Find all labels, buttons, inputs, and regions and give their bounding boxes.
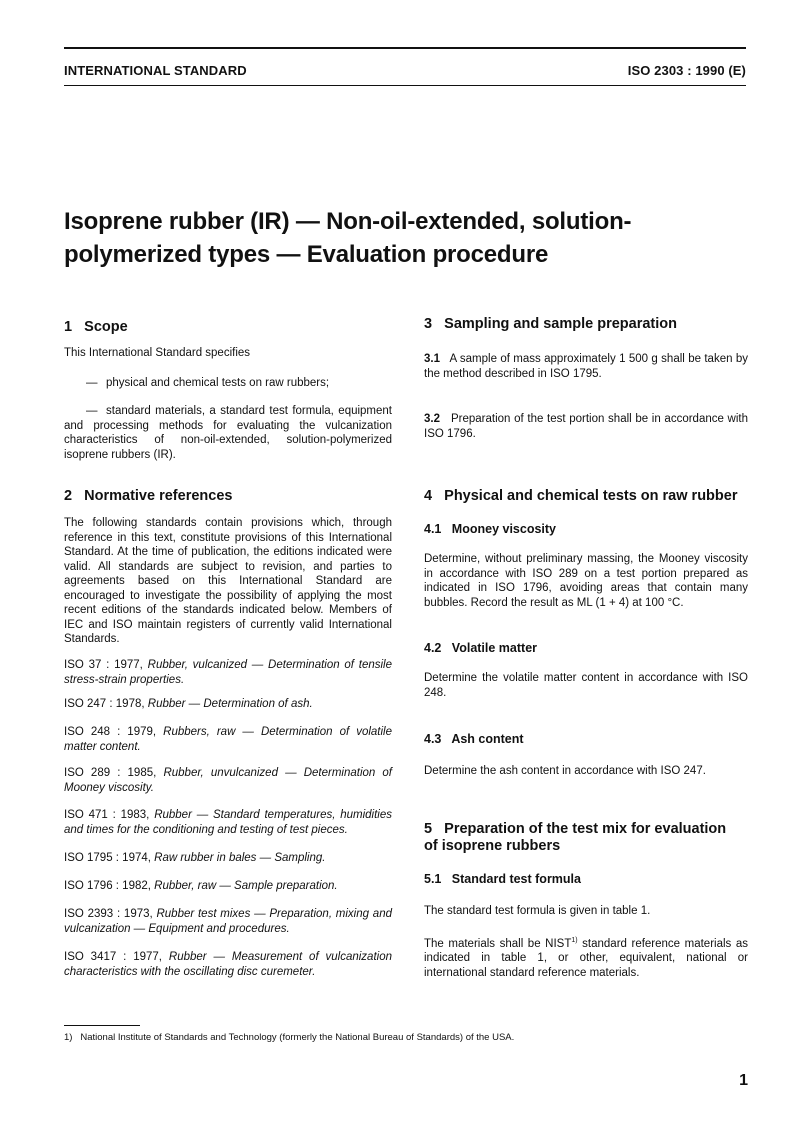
section-4-1-text: Determine, without preliminary massing, the Mooney viscosity in accordance with ISO 289 on a test portion prepared as indicated in ISO 1796, avoiding areas that contain many bubbles. Record the result as ML (1 + 4) at 100 °C.	[424, 553, 748, 609]
section-5-heading-line-1: 5 Preparation of the test mix for evaluation	[424, 821, 727, 837]
list-dash: —	[86, 377, 98, 389]
page-number: 1	[739, 1072, 748, 1089]
section-5-heading-line-2: of isoprene rubbers	[424, 838, 561, 854]
section-5-1-text-2: The materials shall be NIST$^{1)}$ standard reference materials as indicated in table 1, or other, equivalent, national or international standard reference materials.	[424, 937, 748, 979]
section-4-2-text: Determine the volatile matter content in accordance with ISO 248.	[424, 672, 748, 699]
reference-item: ISO 3417 : 1977, Rubber — Measurement of vulcanization characteristics with the oscillating disc curemeter.	[64, 951, 392, 978]
section-3-1-paragraph: 3.1 A sample of mass approximately 1 500 g shall be taken by the method described in ISO 1795.	[424, 353, 749, 380]
footnote: 1) National Institute of Standards and Technology (formerly the National Bureau of Standards) of the USA.	[64, 1032, 515, 1043]
reference-item: ISO 37 : 1977, Rubber, vulcanized — Determination of tensile stress-strain properties.	[64, 659, 392, 686]
section-5-1-text: The standard test formula is given in table 1.	[424, 905, 651, 917]
section-4-1-heading: 4.1 Mooney viscosity	[424, 522, 556, 536]
section-2-heading: 2 Normative references	[64, 488, 233, 504]
header-rule	[64, 85, 746, 86]
section-4-2-heading: 4.2 Volatile matter	[424, 641, 538, 655]
section-1-intro: This International Standard specifies	[64, 347, 251, 359]
reference-item: ISO 1795 : 1974, Raw rubber in bales — Sampling.	[64, 852, 326, 864]
reference-item: ISO 471 : 1983, Rubber — Standard temperatures, humidities and times for the conditioning and testing of test pieces.	[64, 809, 392, 836]
section-3-2-paragraph: 3.2 Preparation of the test portion shall be in accordance with ISO 1796.	[424, 413, 748, 440]
footnote-rule	[64, 1025, 140, 1026]
section-4-heading: 4 Physical and chemical tests on raw rubber	[424, 488, 738, 504]
document-title: Isoprene rubber (IR) — Non-oil-extended, solution-polymerized types — Evaluation procedure	[64, 208, 632, 268]
reference-item: ISO 1796 : 1982, Rubber, raw — Sample preparation.	[64, 880, 338, 892]
section-4-3-heading: 4.3 Ash content	[424, 732, 524, 746]
section-1-item-1: physical and chemical tests on raw rubbers;	[106, 377, 330, 389]
header-right: ISO 2303 : 1990 (E)	[627, 63, 746, 78]
header-left: INTERNATIONAL STANDARD	[64, 63, 247, 78]
reference-item: ISO 247 : 1978, Rubber — Determination of ash.	[64, 698, 313, 710]
section-1-item-2: standard materials, a standard test formula, equipment and processing methods for evaluating the vulcanization characteristics of non-oil-extended, solution-polymerized isoprene rubbers (IR).	[64, 405, 392, 461]
section-3-heading: 3 Sampling and sample preparation	[424, 316, 678, 332]
reference-item: ISO 2393 : 1973, Rubber test mixes — Preparation, mixing and vulcanization — Equipment and procedures.	[64, 908, 392, 935]
list-dash: —	[86, 405, 98, 417]
reference-item: ISO 289 : 1985, Rubber, unvulcanized — Determination of Mooney viscosity.	[64, 767, 393, 794]
reference-item: ISO 248 : 1979, Rubbers, raw — Determination of volatile matter content.	[64, 726, 392, 753]
section-1-heading: 1 Scope	[64, 319, 128, 335]
section-2-intro: The following standards contain provisions which, through reference in this text, constitute provisions of this International Standard. At the time of publication, the editions indicated were valid. All standards are subject to revision, and parties to agreements based on this International Standard are encouraged to investigate the possibility of applying the most recent editions of the standards indicated below. Members of IEC and ISO maintain registers of currently valid International Standards.	[64, 517, 392, 645]
top-rule	[64, 47, 746, 49]
footnote-marker: 1)	[571, 937, 578, 944]
section-4-3-text: Determine the ash content in accordance with ISO 247.	[424, 765, 706, 777]
section-5-1-heading: 5.1 Standard test formula	[424, 872, 581, 886]
